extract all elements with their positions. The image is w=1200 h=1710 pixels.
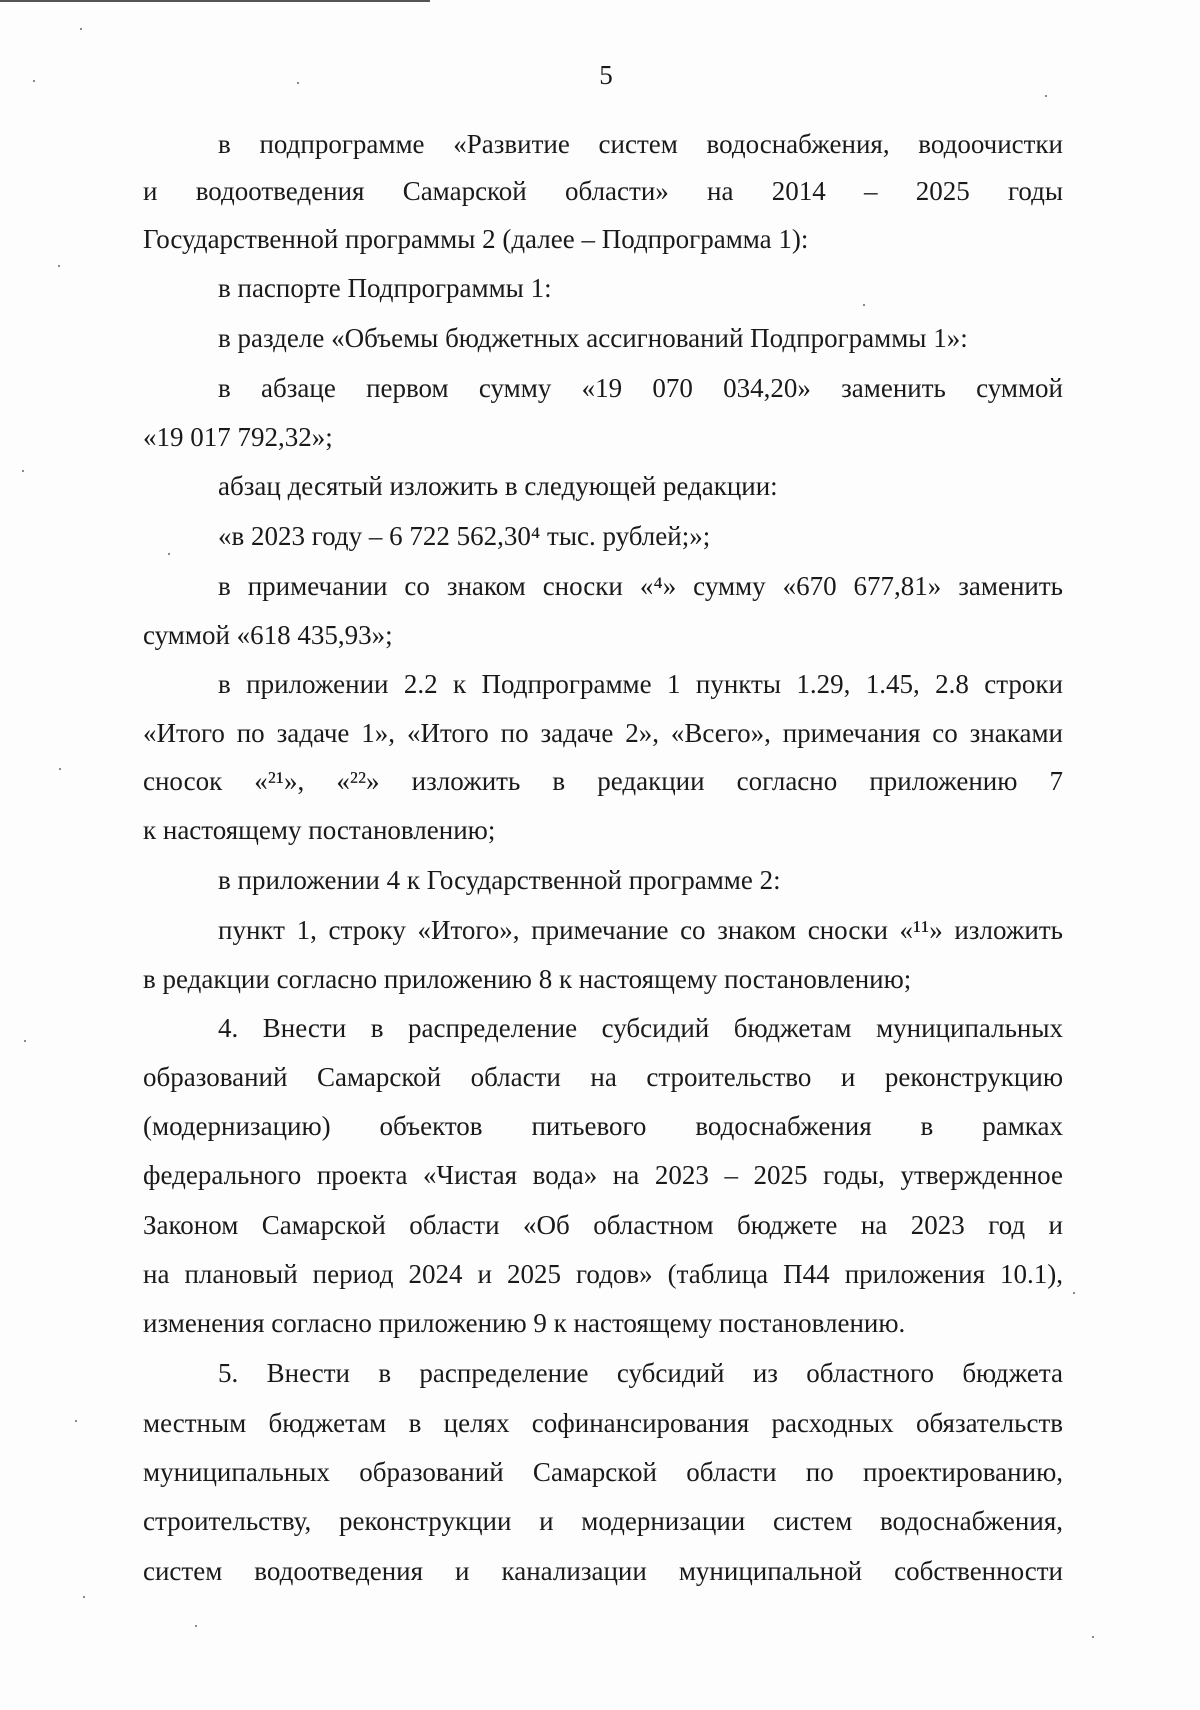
text-line: и водоотведения Самарской области» на 2014 – 2025 годы [143,176,1063,206]
scan-speck [83,1596,85,1598]
text-line: в подпрограмме «Развитие систем водоснабжения, водоочистки [218,129,1063,159]
text-line: в паспорте Подпрограммы 1: [218,273,552,303]
text-line: в приложении 2.2 к Подпрограмме 1 пункты 1.29, 1.45, 2.8 строки [218,669,1063,699]
top-border-line [0,0,430,2]
text-line: (модернизацию) объектов питьевого водоснабжения в рамках [143,1111,1063,1141]
scan-speck [80,28,82,30]
scan-speck [33,80,35,82]
scan-speck [24,1040,26,1042]
text-line: к настоящему постановлению; [143,815,496,845]
text-line: образований Самарской области на строительство и реконструкцию [143,1062,1063,1092]
scan-speck [22,470,24,472]
text-line: «в 2023 году – 6 722 562,30⁴ тыс. рублей;»; [218,521,711,551]
text-line: сносок «²¹», «²²» изложить в редакции согласно приложению 7 [143,766,1063,796]
text-line: в примечании со знаком сноски «⁴» сумму «670 677,81» заменить [218,571,1063,601]
scan-speck [75,1420,77,1422]
text-line: федерального проекта «Чистая вода» на 2023 – 2025 годы, утвержденное [143,1160,1063,1190]
text-line: на плановый период 2024 и 2025 годов» (таблица П44 приложения 10.1), [143,1259,1063,1289]
text-line: местным бюджетам в целях софинансирования расходных обязательств [143,1408,1063,1438]
text-line: строительству, реконструкции и модернизации систем водоснабжения, [143,1506,1063,1536]
page-number: 5 [599,60,613,90]
text-line: «Итого по задаче 1», «Итого по задаче 2», «Всего», примечания со знаками [143,718,1063,748]
text-line: 4. Внести в распределение субсидий бюджетам муниципальных [218,1013,1063,1043]
text-line: Государственной программы 2 (далее – Подпрограмма 1): [143,224,809,254]
scan-speck [297,82,299,84]
text-line: муниципальных образований Самарской области по проектированию, [143,1457,1063,1487]
scan-speck [1073,1292,1075,1294]
text-line: систем водоотведения и канализации муниципальной собственности [143,1556,1063,1586]
scan-speck [1045,95,1047,97]
scan-speck [59,768,61,770]
text-line: в приложении 4 к Государственной программе 2: [218,865,781,895]
text-line: изменения согласно приложению 9 к настоящему постановлению. [143,1308,906,1338]
text-line: абзац десятый изложить в следующей редакции: [218,471,778,501]
scan-speck [863,304,865,306]
text-line: «19 017 792,32»; [143,422,333,452]
scan-speck [168,553,170,555]
scan-speck [58,265,60,267]
scan-speck [1092,1636,1094,1638]
text-line: Законом Самарской области «Об областном бюджете на 2023 год и [143,1210,1063,1240]
text-line: суммой «618 435,93»; [143,620,393,650]
text-line: пункт 1, строку «Итого», примечание со знаком сноски «¹¹» изложить [218,915,1063,945]
scan-speck [195,1625,197,1627]
text-line: в разделе «Объемы бюджетных ассигнований Подпрограммы 1»: [218,323,968,353]
text-line: в редакции согласно приложению 8 к настоящему постановлению; [143,964,912,994]
text-line: 5. Внести в распределение субсидий из областного бюджета [218,1358,1063,1388]
text-line: в абзаце первом сумму «19 070 034,20» заменить суммой [218,373,1063,403]
